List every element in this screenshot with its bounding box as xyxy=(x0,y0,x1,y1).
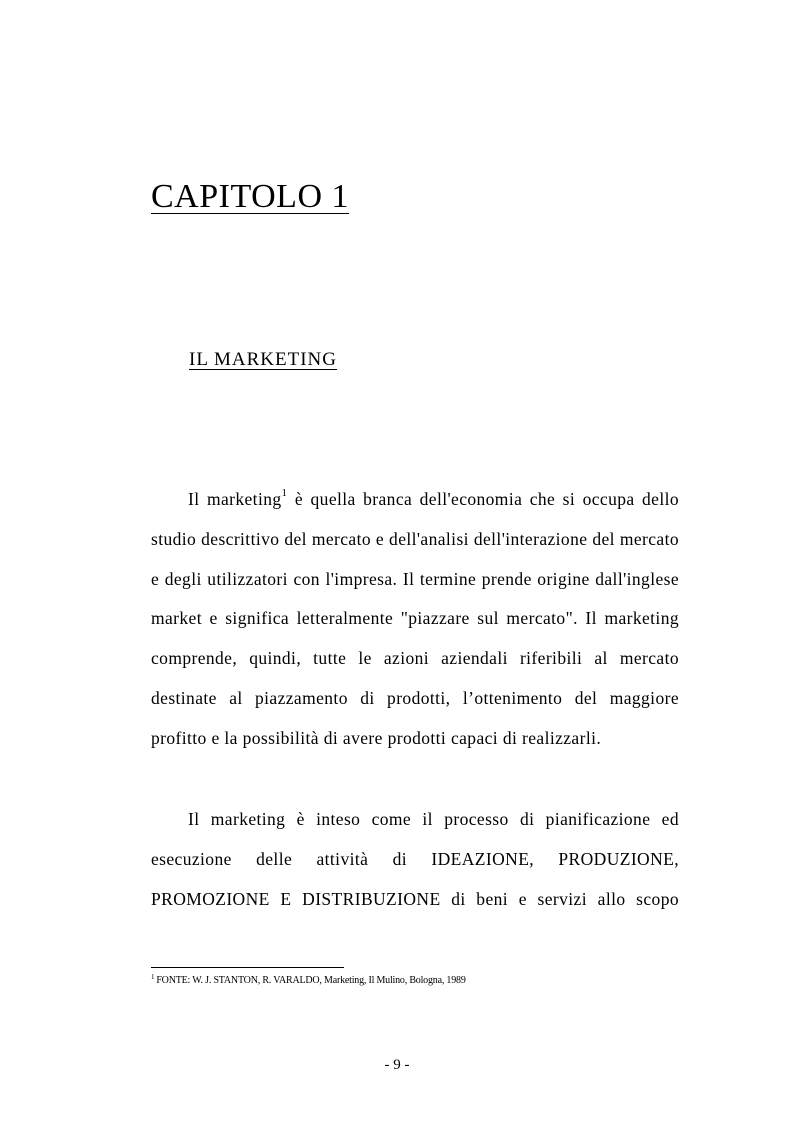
footnote-reference: 1 xyxy=(281,487,288,499)
paragraph-body-text: è quella branca dell'economia che si occupa dello studio descrittivo del mercato e dell'analisi dell'interazione del mercato e degli utilizzatori con l'impresa. Il termine prende origine dall'inglese market e significa letteralmente "piazzare sul mercato". Il marketing comprende, quindi, tutte le azioni aziendali riferibili al mercato destinate al piazzamento di prodotti, l’ottenimento del maggiore profitto e la possibilità di avere prodotti capaci di realizzarli. xyxy=(151,489,679,748)
paragraph-text: Il marketing è inteso come il processo di pianificazione ed esecuzione delle attività di IDEAZIONE, PRODUZIONE, PROMOZIONE E DISTRIBUZIONE di beni e servizi allo scopo xyxy=(151,809,679,909)
chapter-title: CAPITOLO 1 xyxy=(151,178,349,215)
footnote xyxy=(151,975,466,986)
footnote-divider xyxy=(151,967,344,968)
body-paragraph-1 xyxy=(151,480,679,759)
body-paragraph-2 xyxy=(151,800,679,919)
footnote-text: FONTE: W. J. STANTON, R. VARALDO, Marketing, Il Mulino, Bologna, 1989 xyxy=(156,975,466,986)
footnote-number: 1 xyxy=(151,973,155,981)
paragraph-lead-text: Il marketing xyxy=(188,489,282,509)
page-number: - 9 - xyxy=(384,1057,410,1073)
paragraph-text xyxy=(151,480,679,759)
section-title: IL MARKETING xyxy=(189,349,337,370)
